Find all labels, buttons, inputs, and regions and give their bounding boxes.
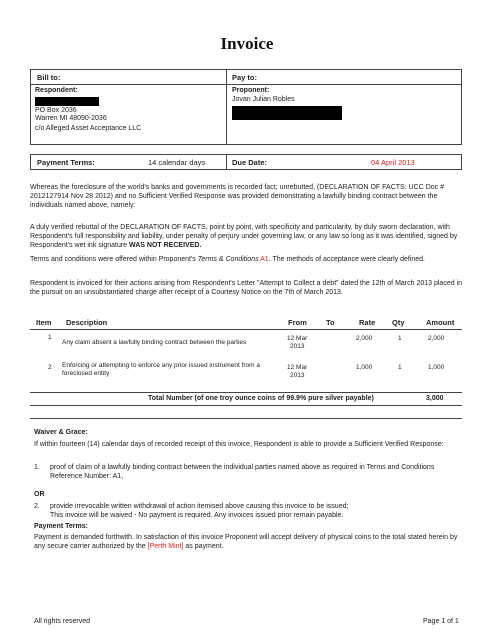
- item-from-line2: 2013: [290, 372, 305, 379]
- footer-page-number: Page 1 of 1: [423, 618, 459, 625]
- item-description-line2: foreclosed entity: [62, 370, 110, 377]
- item-description: Any claim absent a lawfully binding contract between the parties: [62, 339, 247, 346]
- bill-to-label: Bill to:: [37, 73, 61, 82]
- redaction-block: [232, 106, 342, 120]
- pay-to-label: Pay to:: [232, 73, 258, 82]
- divider: [226, 155, 227, 169]
- table-row: [30, 361, 462, 387]
- rebuttal-text: A duly verified rebuttal of the DECLARATION OF FACTS, point by point, with specificity and particularity, by duly sworn declaration, with Respondent's full responsibility and liability, under penalty of perjury under governing law, or any law so long as it was identified, signed by Respondent's wet ink signature: [30, 224, 458, 249]
- not-received-text: WAS NOT RECEIVED.: [129, 242, 202, 249]
- item-qty: 1: [398, 364, 402, 371]
- item-number: 2: [48, 364, 52, 371]
- bill-pay-box: [30, 69, 462, 145]
- items-header-row: [30, 318, 462, 330]
- waiver-intro: If within fourteen (14) calendar days of recorded receipt of this invoice, Respondent is able to provide a Sufficient Verified Response:: [34, 441, 444, 448]
- terms-box: [30, 154, 462, 170]
- perth-mint-ref: [Perth Mint]: [147, 543, 184, 550]
- payment-text-end: as payment.: [183, 543, 224, 550]
- payment-terms-text: [34, 533, 462, 551]
- payment-terms-heading: Payment Terms:: [34, 523, 88, 530]
- due-date-value: 04 April 2013: [371, 158, 415, 167]
- col-rate: Rate: [359, 318, 376, 327]
- terms-conditions-link: Terms & Conditions: [197, 256, 259, 263]
- foreclosure-paragraph: Whereas the foreclosure of the world's banks and governments is recorded fact; unrebutted, (DECLARATION OF FACTS: UCC Doc # 2012127914 Nov 28 2012) and no Sufficient Verified Response was provided demonstrating a lawfully binding contract between the individuals named above, namely:: [30, 184, 444, 209]
- item-rate: 1,000: [356, 364, 373, 371]
- redaction-block: [35, 97, 99, 106]
- respondent-address-line3: c/o Alleged Asset Acceptance LLC: [35, 125, 142, 132]
- invoiced-paragraph: Respondent is invoiced for their actions arising from Respondent's Letter "Attempt to Collect a debt" dated the 12th of March 2013 placed in the pursuit on an unsubstantiated charge after receipt of a Courtesy Notice on the 7th of March 2013.: [30, 280, 462, 296]
- item-from-line1: 12 Mar: [287, 364, 308, 371]
- respondent-label: Respondent:: [35, 87, 78, 94]
- waiver-or: OR: [34, 491, 45, 498]
- item-amount: 2,000: [428, 335, 445, 342]
- proponent-label: Proponent:: [232, 87, 270, 94]
- table-row: [30, 334, 462, 358]
- waiver-item2-note: This invoice will be waived - No payment is required. Any invoices issued prior remain payable.: [50, 512, 344, 519]
- col-to: To: [326, 318, 335, 327]
- respondent-address-line1: PO Box 2036: [35, 107, 77, 114]
- due-date-label: Due Date:: [232, 158, 268, 167]
- waiver-section: [30, 418, 462, 599]
- footer-rights: All rights reserved: [34, 618, 91, 625]
- col-item: Item: [36, 318, 52, 327]
- waiver-item2-number: 2.: [34, 503, 40, 510]
- invoice-title: Invoice: [220, 34, 274, 53]
- total-value: 3,000: [426, 395, 444, 402]
- waiver-item1-number: 1.: [34, 464, 40, 471]
- total-row: [30, 392, 462, 406]
- total-label: Total Number (of one troy ounce coins of 99.9% pure silver payable): [148, 395, 374, 402]
- col-amount: Amount: [426, 318, 455, 327]
- terms-ref-a1: A1: [258, 256, 269, 263]
- item-qty: 1: [398, 335, 402, 342]
- col-from: From: [288, 318, 307, 327]
- col-description: Description: [66, 318, 108, 327]
- item-rate: 2,000: [356, 335, 373, 342]
- divider: [226, 70, 227, 144]
- rebuttal-paragraph: [30, 223, 462, 250]
- item-description-line1: Enforcing or attempting to enforce any prior issued instrument from a: [62, 362, 260, 369]
- waiver-heading: Waiver & Grace:: [34, 429, 88, 436]
- terms-text: Terms and conditions were offered within Proponent's: [30, 256, 198, 263]
- payment-terms-label: Payment Terms:: [37, 158, 95, 167]
- item-from-line2: 2013: [290, 343, 305, 350]
- payment-terms-value: 14 calendar days: [148, 158, 206, 167]
- waiver-item2: provide irrevocable written withdrawal of action itemised above causing this invoice to be issued;: [50, 503, 349, 510]
- terms-end-text: . The methods of acceptance were clearly defined.: [268, 256, 425, 263]
- item-from-line1: 12 Mar: [287, 335, 308, 342]
- item-number: 1: [48, 334, 52, 341]
- proponent-name: Jovan Julian Robles: [232, 96, 295, 103]
- respondent-address-line2: Warren MI 48090-2036: [35, 115, 107, 122]
- terms-paragraph: [30, 255, 462, 264]
- item-amount: 1,000: [428, 364, 445, 371]
- col-qty: Qty: [392, 318, 405, 327]
- waiver-item1: proof of claim of a lawfully binding contract between the individual parties named above as required in Terms and Conditions Reference Number: A1,: [50, 464, 435, 480]
- payment-text: Payment is demanded forthwith. In satisfaction of this invoice Proponent will accept delivery of physical coins to the total stated herein by any secure carrier authorized by the: [34, 534, 458, 550]
